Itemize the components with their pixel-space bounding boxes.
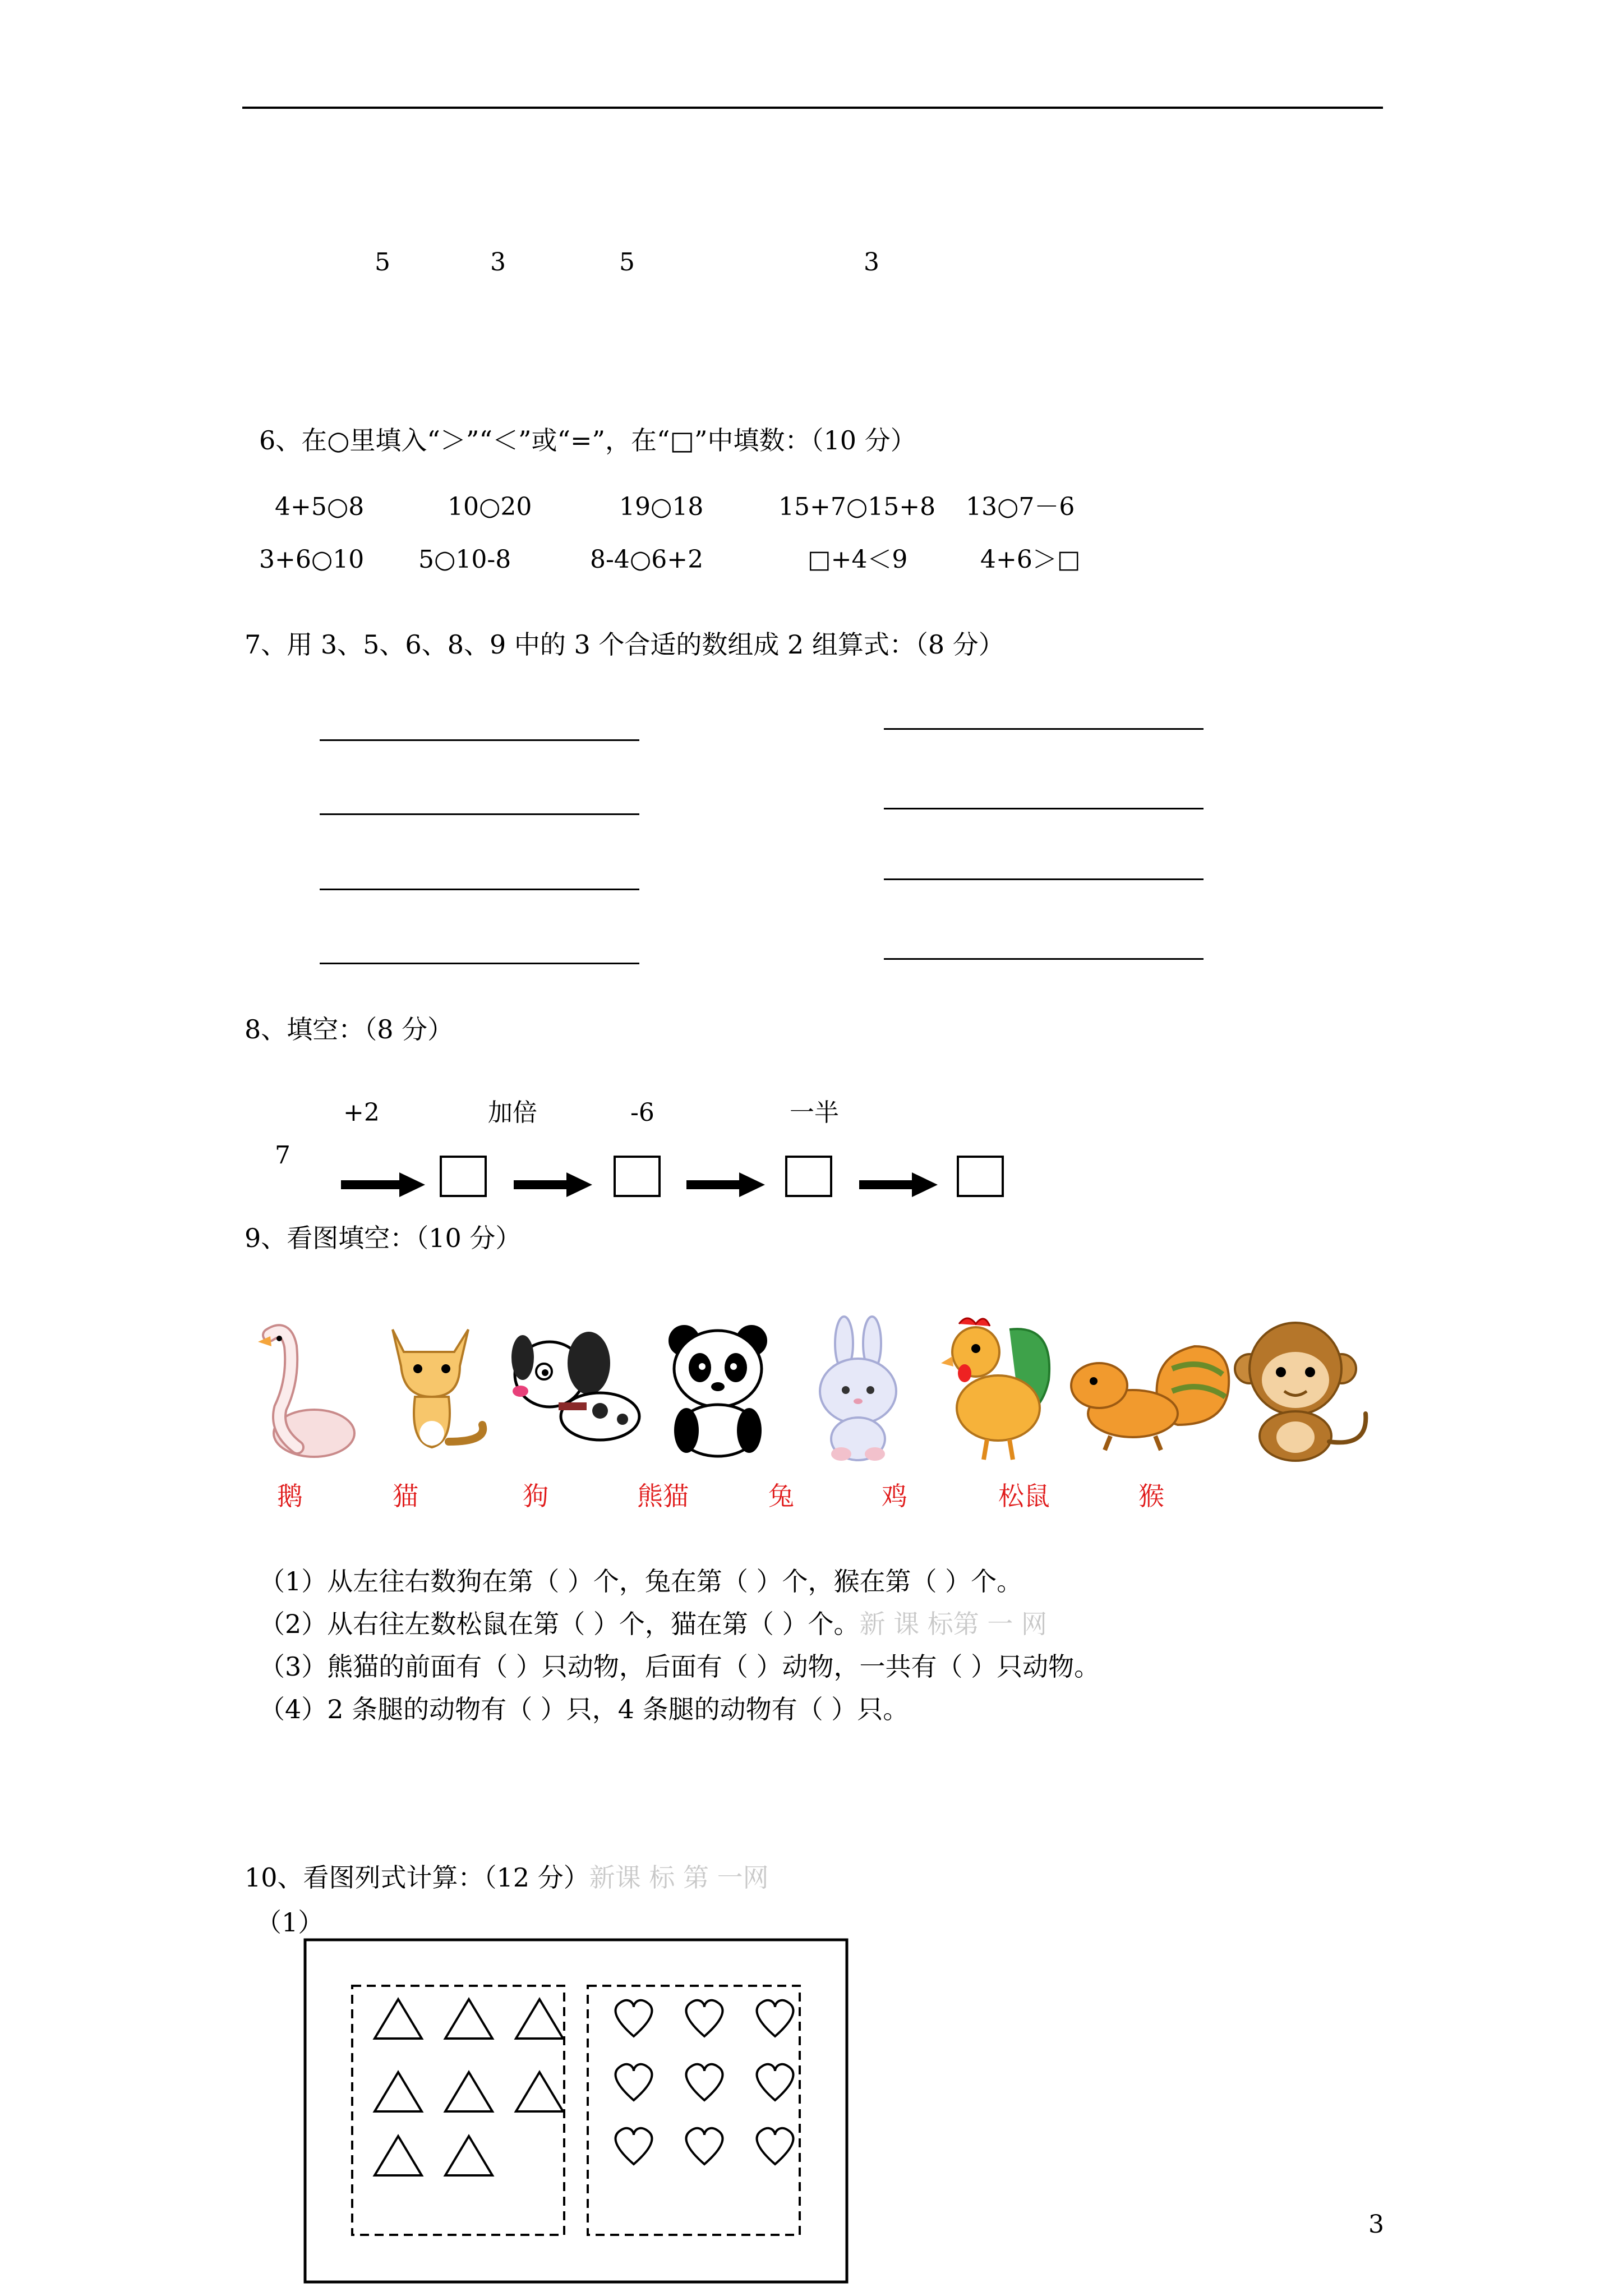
answer-box[interactable] xyxy=(957,1156,1004,1197)
animal-label: 鸡 xyxy=(882,1481,907,1511)
heart-icon xyxy=(616,2064,652,2100)
heart-icon xyxy=(616,2000,652,2036)
q6-expression: 15+7○15+8 xyxy=(778,493,936,521)
panda-icon xyxy=(662,1318,774,1458)
answer-line[interactable] xyxy=(320,813,639,815)
watermark: 新课 标 第 一网 xyxy=(589,1862,769,1893)
triangle-icon xyxy=(375,2136,422,2175)
rooster-icon xyxy=(937,1313,1060,1464)
animal-label: 狗 xyxy=(523,1481,548,1511)
q6-title: 6、在○里填入“＞”“＜”或“=”，在“□”中填数：（10 分） xyxy=(259,425,916,455)
q9-line: （1）从左往右数狗在第（ ）个，兔在第（ ）个，猴在第（ ）个。 xyxy=(259,1566,1023,1596)
triangle-icon xyxy=(516,2072,563,2111)
heart-icon xyxy=(686,2128,723,2164)
watermark: 新 课 标第 一 网 xyxy=(859,1609,1048,1639)
triangle-icon xyxy=(445,2072,492,2111)
q10-sub-label: （1） xyxy=(256,1907,324,1938)
q10-figure xyxy=(303,1938,852,2288)
animal-label: 猴 xyxy=(1138,1481,1164,1511)
q6-expression: □+4＜9 xyxy=(808,545,908,574)
goose-icon xyxy=(247,1313,359,1464)
squirrel-icon xyxy=(1066,1335,1234,1453)
q8-title: 8、填空：（8 分） xyxy=(245,1014,454,1045)
q6-expression: 19○18 xyxy=(619,493,704,521)
answer-line[interactable] xyxy=(320,963,639,964)
q6-expression: 5○10-8 xyxy=(418,545,511,574)
q10-title xyxy=(245,1862,769,1893)
triangle-icon xyxy=(375,2072,422,2111)
q8-op: -6 xyxy=(630,1098,654,1127)
page-number: 3 xyxy=(1368,2210,1384,2239)
animal-label: 熊猫 xyxy=(637,1481,689,1511)
answer-box[interactable] xyxy=(614,1156,661,1197)
top-number: 5 xyxy=(375,248,390,277)
answer-line[interactable] xyxy=(884,728,1204,730)
right-arrow-icon xyxy=(514,1172,592,1197)
q8-op: 加倍 xyxy=(488,1098,537,1127)
triangle-icon xyxy=(375,1999,422,2039)
animal-label: 猫 xyxy=(393,1481,418,1511)
top-number: 3 xyxy=(864,248,879,277)
q9-line: （3）熊猫的前面有（ ）只动物，后面有（ ）动物，一共有（ ）只动物。 xyxy=(259,1651,1100,1682)
right-arrow-icon xyxy=(686,1172,765,1197)
q6-expression: 8-4○6+2 xyxy=(590,545,704,574)
answer-line[interactable] xyxy=(320,889,639,890)
answer-line[interactable] xyxy=(884,878,1204,880)
answer-line[interactable] xyxy=(884,958,1204,960)
cat-icon xyxy=(370,1313,494,1464)
q9-line-text: （2）从右往左数松鼠在第（ ）个，猫在第（ ）个。 xyxy=(259,1609,860,1639)
q8-op: +2 xyxy=(343,1098,380,1127)
heart-icon xyxy=(686,2064,723,2100)
heart-icon xyxy=(757,2128,794,2164)
animal-label: 鹅 xyxy=(277,1481,303,1511)
answer-line[interactable] xyxy=(884,808,1204,809)
monkey-icon xyxy=(1234,1318,1380,1464)
q6-expression: 4+6＞□ xyxy=(980,545,1081,574)
triangle-icon xyxy=(445,2136,492,2175)
q6-expression: 3+6○10 xyxy=(259,545,365,574)
q9-line: （4）2 条腿的动物有（ ）只，4 条腿的动物有（ ）只。 xyxy=(259,1694,909,1724)
top-number: 5 xyxy=(619,248,635,277)
header-rule xyxy=(242,107,1383,109)
q10-title-text: 10、看图列式计算：（12 分） xyxy=(245,1862,589,1893)
q8-start-number: 7 xyxy=(275,1141,291,1170)
animal-label: 兔 xyxy=(768,1481,794,1511)
top-number: 3 xyxy=(490,248,506,277)
triangle-icon xyxy=(516,1999,563,2039)
q8-op: 一半 xyxy=(790,1098,839,1127)
heart-icon xyxy=(757,2000,794,2036)
q6-expression: 10○20 xyxy=(448,493,532,521)
answer-box[interactable] xyxy=(440,1156,487,1197)
q6-expression: 13○7－6 xyxy=(966,493,1075,521)
heart-icon xyxy=(686,2000,723,2036)
right-arrow-icon xyxy=(341,1172,425,1197)
answer-box[interactable] xyxy=(785,1156,832,1197)
animal-label: 松鼠 xyxy=(998,1481,1050,1511)
heart-icon xyxy=(757,2064,794,2100)
answer-line[interactable] xyxy=(320,739,639,741)
q7-title: 7、用 3、5、6、8、9 中的 3 个合适的数组成 2 组算式：（8 分） xyxy=(245,629,1004,660)
heart-icon xyxy=(616,2128,652,2164)
q9-line xyxy=(259,1611,1047,1637)
rabbit-icon xyxy=(808,1313,909,1464)
q6-expression: 4+5○8 xyxy=(275,493,365,521)
dog-icon xyxy=(505,1318,651,1453)
q9-title: 9、看图填空：（10 分） xyxy=(245,1223,522,1253)
triangle-icon xyxy=(445,1999,492,2039)
right-arrow-icon xyxy=(859,1172,938,1197)
